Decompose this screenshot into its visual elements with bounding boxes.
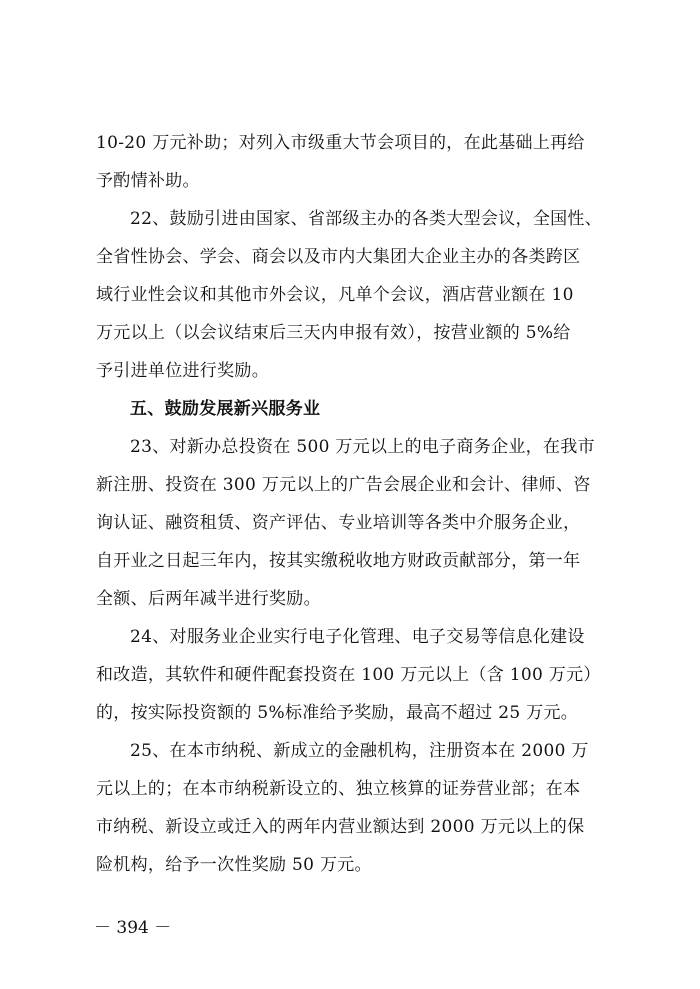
text-line: 元以上的；在本市纳税新设立的、独立核算的证券营业部；在本 (96, 779, 581, 799)
text-line: 予酌情补助。 (96, 171, 200, 191)
text-line: 全额、后两年减半进行奖励。 (96, 589, 321, 609)
text-line: 自开业之日起三年内，按其实缴税收地方财政贡献部分，第一年 (96, 551, 581, 571)
text-line: 予引进单位进行奖励。 (96, 361, 269, 381)
text-line: 和改造，其软件和硬件配套投资在 100 万元以上（含 100 万元） (96, 665, 601, 685)
page-number: － 394 － (94, 918, 172, 938)
document-body (96, 124, 616, 884)
text-line: 市纳税、新设立或迁入的两年内营业额达到 2000 万元以上的保 (96, 817, 585, 837)
paragraph-23-start: 23、对新办总投资在 500 万元以上的电子商务企业，在我市 (130, 437, 595, 457)
text-line: 的，按实际投资额的 5%标准给予奖励，最高不超过 25 万元。 (96, 703, 579, 723)
text-line: 险机构，给予一次性奖励 50 万元。 (96, 855, 372, 875)
section-heading: 五、鼓励发展新兴服务业 (130, 399, 321, 419)
text-line: 全省性协会、学会、商会以及市内大集团大企业主办的各类跨区 (96, 247, 581, 267)
text-line: 10-20 万元补助；对列入市级重大节会项目的，在此基础上再给 (96, 133, 585, 153)
text-line: 万元以上（以会议结束后三天内申报有效），按营业额的 5%给 (96, 323, 571, 343)
text-line: 域行业性会议和其他市外会议，凡单个会议，酒店营业额在 10 (96, 285, 574, 305)
text-line: 新注册、投资在 300 万元以上的广告会展企业和会计、律师、咨 (96, 475, 591, 495)
paragraph-25-start: 25、在本市纳税、新成立的金融机构，注册资本在 2000 万 (130, 741, 589, 761)
paragraph-22-start: 22、鼓励引进由国家、省部级主办的各类大型会议，全国性、 (130, 209, 603, 229)
paragraph-24-start: 24、对服务业企业实行电子化管理、电子交易等信息化建设 (130, 627, 585, 647)
text-line: 询认证、融资租赁、资产评估、专业培训等各类中介服务企业， (96, 513, 581, 533)
